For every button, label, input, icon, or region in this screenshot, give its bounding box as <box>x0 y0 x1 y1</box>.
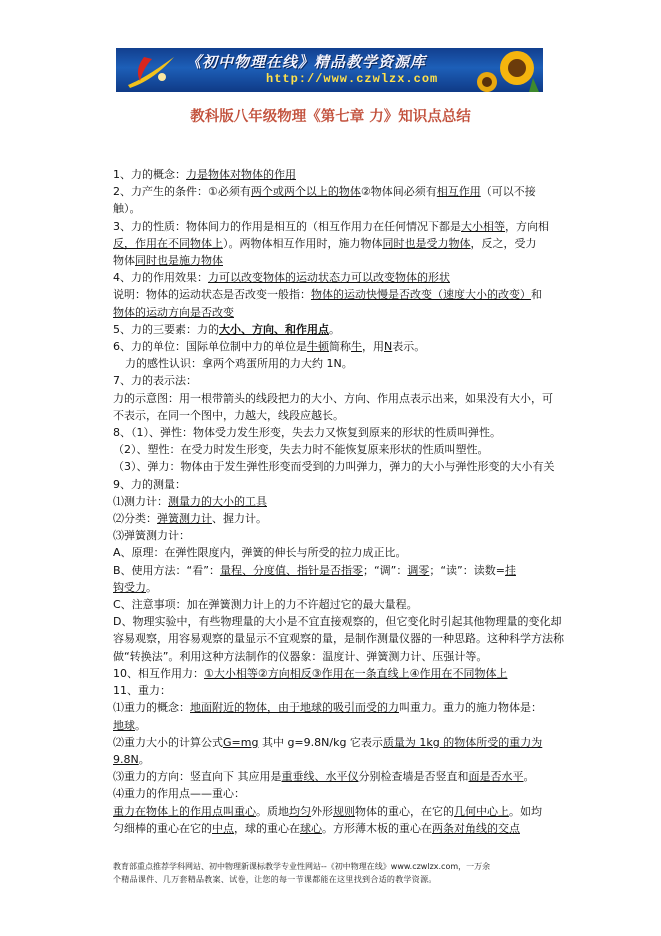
text-run: 3、力的性质：物体间力的作用是相互的（相互作用力在任何情况下都是 <box>113 219 461 233</box>
underlined-text: ③作用在一条直线上 <box>311 666 410 680</box>
text-run: 2、力产生的条件：①必须有 <box>113 185 251 199</box>
underlined-text: 面是否水平 <box>468 770 524 784</box>
underlined-text: ④作用在不同物体上 <box>409 666 508 680</box>
text-line <box>113 562 575 579</box>
text-run: 。 <box>135 718 146 732</box>
text-run: 表示。 <box>392 340 426 354</box>
text-line <box>113 717 575 734</box>
underlined-text: 力是物体对物体的作用 <box>186 168 296 181</box>
text-line <box>113 321 575 338</box>
text-run: 叫重力。重力的施力物体是： <box>399 701 542 715</box>
text-run: ⑶重力的方向：竖直向下 其应用是 <box>113 770 282 784</box>
text-run: ，球的重心在 <box>234 821 300 835</box>
text-run: 外形 <box>311 804 333 818</box>
underlined-text: 力可以改变物体的运动状态力可以改变物体的形状 <box>208 271 450 285</box>
text-run: ⑴测力计： <box>113 494 168 508</box>
underlined-text: 大小相等 <box>461 219 505 233</box>
underlined-text: 测量力的大小的工具 <box>168 494 267 508</box>
text-run: ⑵重力大小的计算公式 <box>113 735 223 749</box>
text-run: 分别检查墙是否竖直和 <box>358 770 469 784</box>
text-line <box>113 699 575 716</box>
text-line <box>113 820 575 837</box>
text-line: （2）、塑性：在受力时发生形变，失去力时不能恢复原来形状的性质叫塑性。 <box>113 443 489 457</box>
underlined-text: 地面附近的物体，由于地球的吸引而受的力 <box>190 701 399 715</box>
sunflower-icon <box>473 48 543 92</box>
text-line <box>113 304 575 321</box>
text-line: D、物理实验中，有些物理量的大小是不宜直接观察的，但它变化时引起其他物理量的变化却 <box>113 615 562 629</box>
text-line <box>113 286 575 303</box>
underlined-text: 重力在物体上的作用点叫重心 <box>113 804 256 818</box>
text-run: 物体的重心，在它的 <box>355 804 454 818</box>
text-line <box>113 252 575 269</box>
underlined-text: 两个或两个以上的物体 <box>250 185 361 199</box>
underlined-text: 几何中心上 <box>454 804 509 818</box>
text-run: B、使用方法：“看”： <box>113 563 220 577</box>
text-line <box>113 510 575 527</box>
underlined-text: 物体的运动快慢是否改变（速度大小的改变） <box>311 288 531 302</box>
text-run: 1、力的概念： <box>113 168 186 181</box>
underlined-text: 挂 <box>504 563 516 577</box>
page-title: 教科版八年级物理《第七章 力》知识点总结 <box>190 109 471 125</box>
underlined-text: G=mg <box>223 735 259 749</box>
footer-line: 教育部重点推荐学科网站、初中物理新课标教学专业性网站--《初中物理在线》www.czwlzx.com，一万余 <box>113 862 491 871</box>
underlined-text: 同时也是受力物体 <box>382 236 471 250</box>
underlined-text: 中点 <box>212 821 234 835</box>
underlined-text: 规则 <box>333 804 355 818</box>
text-line <box>113 579 575 596</box>
text-run: 5、力的三要素：力的 <box>113 322 219 336</box>
underlined-text: 牛顿 <box>307 340 329 354</box>
text-run: ，反之，受力 <box>470 236 537 250</box>
text-run: 。 <box>146 580 157 594</box>
underlined-text: 量程、分度值、指针是否指零 <box>219 563 363 577</box>
text-run: 。 <box>138 752 150 766</box>
text-line: 触）。 <box>113 202 141 216</box>
text-line: ⑶弹簧测力计： <box>113 529 190 543</box>
text-line <box>113 269 575 286</box>
text-run: 简称 <box>329 340 351 354</box>
text-line <box>113 768 575 785</box>
text-run: ⑵分类： <box>113 512 157 526</box>
underlined-text: 质量为 1kg 的物体所受的重力为 <box>382 735 543 749</box>
text-run: 10、相互作用力： <box>113 666 204 680</box>
underlined-text: 重垂线、水平仪 <box>281 770 359 784</box>
text-run: ）。两物体相互作用时，施力物体 <box>223 236 383 250</box>
page-footer <box>113 860 583 886</box>
underlined-text: 两条对角线的交点 <box>432 821 520 835</box>
underlined-bold-text: 大小、方向、和作用点 <box>219 322 329 336</box>
underlined-text: ①大小相等 <box>204 666 258 680</box>
text-run: 说明：物体的运动状态是否改变一般指： <box>113 288 311 302</box>
text-line <box>113 235 575 252</box>
text-run: 。质地 <box>256 804 289 818</box>
underlined-text: 球心 <box>300 821 322 835</box>
underlined-text: 9.8N <box>113 752 139 766</box>
text-run: 。如均 <box>509 804 542 818</box>
text-line: 力的感性认识：拿两个鸡蛋所用的力大约 1N。 <box>125 357 353 371</box>
text-line <box>113 183 575 200</box>
text-line: 11、重力： <box>113 684 171 698</box>
logo-icon <box>122 51 182 89</box>
text-line: 8、（1）、弹性：物体受力发生形变，失去力又恢复到原来的形状的性质叫弹性。 <box>113 426 501 440</box>
text-run: ；“调”： <box>362 563 408 577</box>
text-run: 其中 g=9.8N/kg 它表示 <box>258 735 383 749</box>
banner-brand: 《初中物理在线》精品教学资源库 <box>186 53 427 71</box>
text-line: C、注意事项：加在弹簧测力计上的力不许超过它的最大量程。 <box>113 598 418 612</box>
text-line: 7、力的表示法： <box>113 374 197 388</box>
text-run: 匀细棒的重心在它的 <box>113 821 212 835</box>
document-body <box>113 166 575 837</box>
text-run: ，方向相 <box>505 219 549 233</box>
underlined-text: N <box>384 340 393 354</box>
text-run: ⑴重力的概念： <box>113 701 190 715</box>
text-line <box>113 665 575 682</box>
text-line: 9、力的测量： <box>113 477 186 491</box>
underlined-text: ②方向相反 <box>257 666 312 680</box>
text-line: ⑷重力的作用点——重心： <box>113 787 245 801</box>
text-run: ②物体间必须有 <box>360 185 437 199</box>
underlined-text: 钩受力 <box>113 580 146 594</box>
text-line <box>113 338 575 355</box>
underlined-text: 地球 <box>113 718 135 732</box>
text-line <box>113 751 575 768</box>
text-run: 、握力计。 <box>212 512 267 526</box>
text-run: ，用 <box>362 340 384 354</box>
site-banner <box>116 48 543 92</box>
text-line: 力的示意图：用一根带箭头的线段把力的大小、方向、作用点表示出来，如果没有大小，可 <box>113 391 553 405</box>
text-line: （3）、弹力：物体由于发生弹性形变而受到的力叫弹力，弹力的大小与弹性形变的大小有关 <box>113 460 555 474</box>
text-run: 6、力的单位：国际单位制中力的单位是 <box>113 340 307 354</box>
text-line <box>113 734 575 751</box>
text-run: 。 <box>523 770 535 784</box>
text-run: ；“读”：读数= <box>429 563 505 577</box>
footer-line: 个精品课件、几万套精品教案、试卷，让您的每一节课都能在这里找到合适的教学资源。 <box>113 875 437 884</box>
text-run: 。方形薄木板的重心在 <box>322 821 432 835</box>
text-line <box>113 218 575 235</box>
text-line: 不表示，在同一个图中，力越大，线段应越长。 <box>113 408 344 422</box>
underlined-text: 同时也是施力物体 <box>135 254 223 268</box>
underlined-text: 均匀 <box>289 804 311 818</box>
text-run: 。 <box>329 322 340 336</box>
text-run: 4、力的作用效果： <box>113 271 208 285</box>
banner-url: http://www.czwlzx.com <box>266 72 439 86</box>
text-run: 物体 <box>113 254 135 268</box>
text-line <box>113 166 575 183</box>
text-line: 做“转换法”。利用这种方法制作的仪器象：温度计、弹簧测力计、压强计等。 <box>113 649 488 663</box>
text-line <box>113 803 575 820</box>
text-line <box>113 493 575 510</box>
text-line: A、原理：在弹性限度内，弹簧的伸长与所受的拉力成正比。 <box>113 546 407 560</box>
underlined-text: 相互作用 <box>436 185 481 199</box>
underlined-text: 牛 <box>351 340 362 354</box>
text-line: 容易观察，用容易观察的量显示不宜观察的量，是制作测量仪器的一种思路。这种科学方法称 <box>113 632 564 646</box>
underlined-text: 弹簧测力计 <box>157 512 212 526</box>
text-run: 和 <box>531 288 542 302</box>
underlined-text: 调零 <box>407 563 430 577</box>
text-run: （可以不接 <box>480 185 536 199</box>
underlined-text: 反，作用在不同物体上 <box>113 236 223 250</box>
underlined-text: 物体的运动方向是否改变 <box>113 305 234 319</box>
